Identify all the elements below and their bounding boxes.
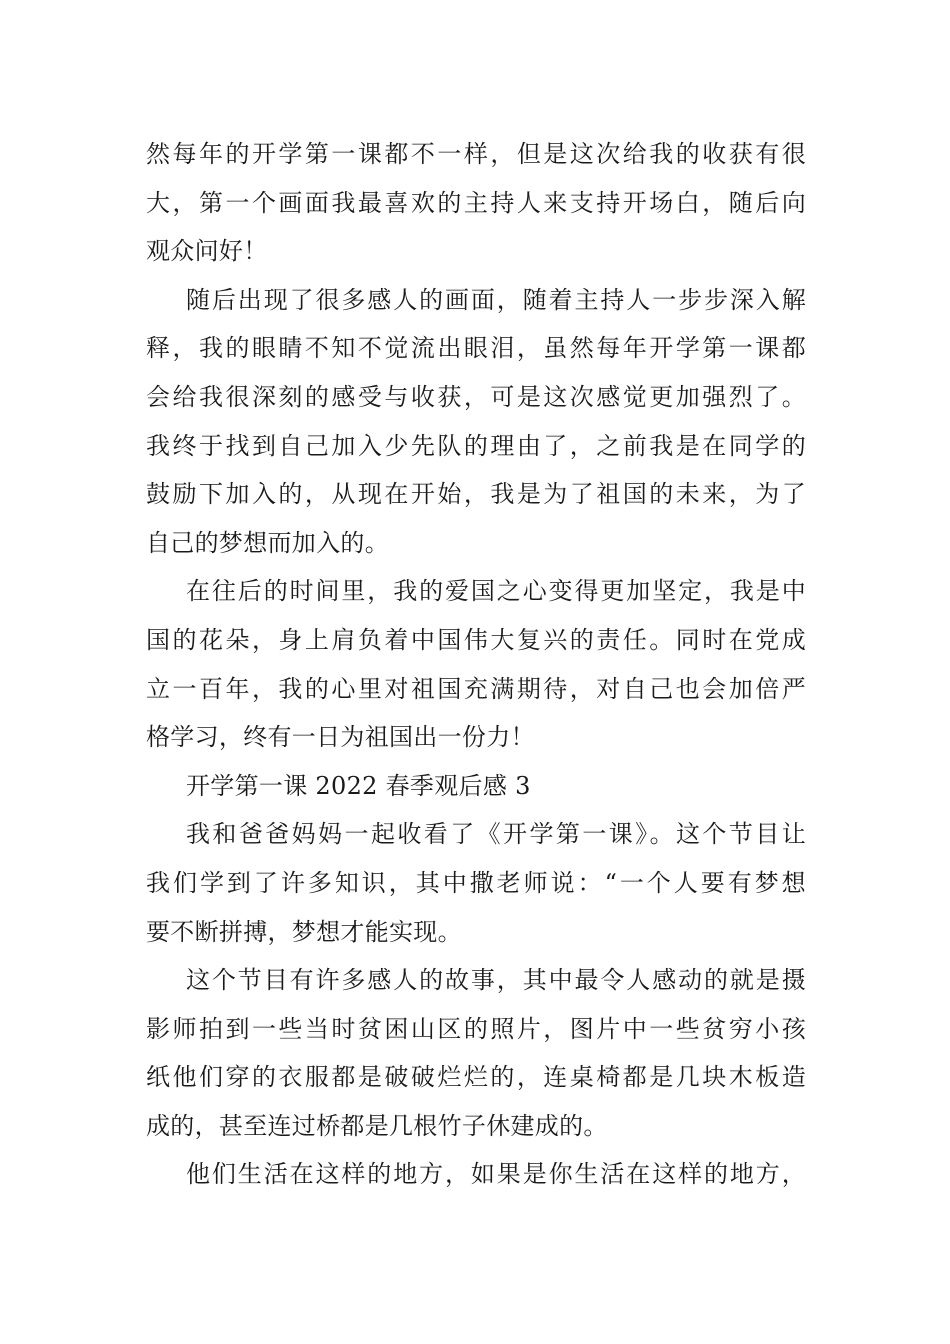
text-line: 随后出现了很多感人的画面，随着主持人一步步深入解 [186,285,806,314]
text-line: 然每年的开学第一课都不一样，但是这次给我的收获有很 [146,140,806,168]
text-line: 释，我的眼睛不知不觉流出眼泪，虽然每年开学第一课都 [146,334,806,363]
text-line: 这个节目有许多感人的故事，其中最令人感动的就是摄 [186,966,806,995]
text-line: 我和爸爸妈妈一起收看了《开学第一课》。这个节目让 [186,820,806,849]
text-line: 成的，甚至连过桥都是几根竹子休建成的。 [146,1111,608,1140]
text-line: 大，第一个画面我最喜欢的主持人来支持开场白，随后向 [146,188,806,217]
text-line: 国的花朵，身上肩负着中国伟大复兴的责任。同时在党成 [146,625,806,654]
text-line: 我们学到了许多知识，其中撒老师说：“一个人要有梦想 [146,868,806,897]
document-page [146,130,806,1199]
section-heading: 开学第一课 2022 春季观后感 3 [186,771,531,800]
text-line: 他们生活在这样的地方，如果是你生活在这样的地方， [186,1160,806,1189]
text-line: 观众问好！ [146,237,268,266]
text-line: 要不断拼搏，梦想才能实现。 [146,917,462,946]
text-line: 格学习，终有一日为祖国出一份力！ [146,723,535,752]
text-line: 会给我很深刻的感受与收获，可是这次感觉更加强烈了。 [146,382,806,411]
text-line: 我终于找到自己加入少先队的理由了，之前我是在同学的 [146,431,806,460]
text-line: 自己的梦想而加入的。 [146,528,389,557]
text-line: 影师拍到一些当时贫困山区的照片，图片中一些贫穷小孩 [146,1014,806,1043]
text-line: 鼓励下加入的，从现在开始，我是为了祖国的未来，为了 [146,480,806,509]
text-line: 立一百年，我的心里对祖国充满期待，对自己也会加倍严 [146,674,806,703]
text-line: 在往后的时间里，我的爱国之心变得更加坚定，我是中 [186,577,806,606]
text-line: 纸他们穿的衣服都是破破烂烂的，连桌椅都是几块木板造 [146,1063,806,1092]
